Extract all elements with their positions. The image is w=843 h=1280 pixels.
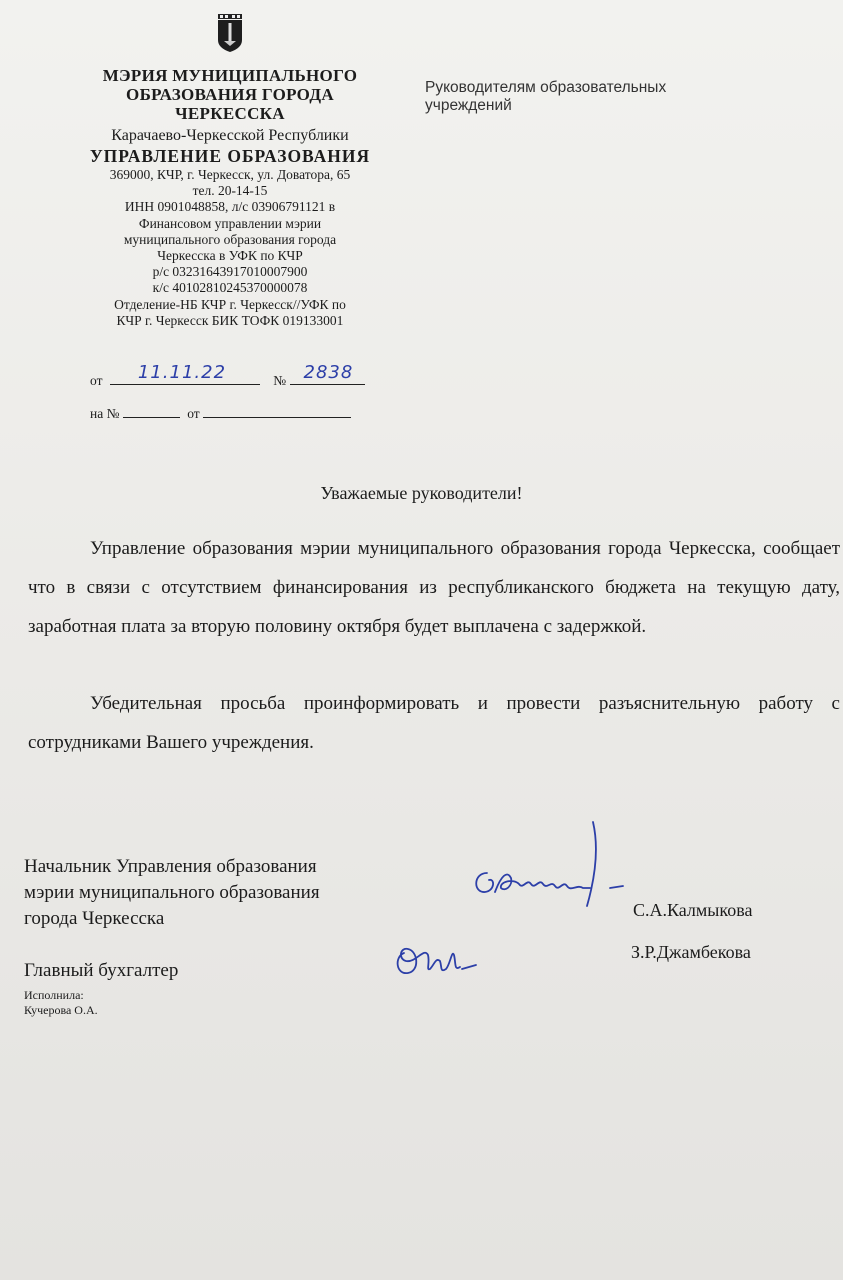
letterhead [70, 66, 390, 329]
body-paragraph: Управление образования мэрии муниципального образования города Черкесска, сообщает что в связи с отсутствием финансирования из республиканского бюджета на текущую дату, заработная плата за вторую половину октября будет выплачена с задержкой. [28, 538, 840, 637]
accountant-signature [390, 935, 485, 985]
from-label: от [90, 373, 103, 388]
head-title-line: мэрии муниципального образования [24, 882, 320, 903]
greeting: Уважаемые руководители! [320, 483, 523, 503]
accountant-name: З.Р.Джамбекова [631, 942, 751, 962]
registration-line [90, 362, 365, 389]
detail-line: муниципального образования города [123, 231, 337, 247]
body-paragraph: Убедительная просьба проинформировать и провести разъяснительную работу с сотрудниками Вашего учреждения. [28, 693, 840, 753]
date-field [110, 362, 260, 385]
detail-line: Отделение-НБ КЧР г. Черкесск//УФК по [114, 296, 346, 312]
reply-label: на № [90, 406, 120, 421]
org-title-line: МЭРИЯ МУНИЦИПАЛЬНОГО [102, 66, 358, 85]
addressee-line: Руководителям образовательных [425, 79, 667, 96]
city-emblem [217, 14, 243, 52]
head-name: С.А.Калмыкова [633, 900, 753, 920]
reply-from-label: от [187, 406, 200, 421]
detail-line: р/с 03231643917010007900 [152, 264, 308, 280]
handwritten-date: 11.11.22 [137, 362, 227, 383]
addressee-line: учреждений [425, 97, 512, 114]
department-title: УПРАВЛЕНИЕ ОБРАЗОВАНИЯ [89, 146, 371, 166]
detail-line: Черкесска в УФК по КЧР [157, 248, 303, 264]
reply-date-field [203, 405, 351, 418]
executor-label: Исполнила: [24, 988, 84, 1002]
executor-name: Кучерова О.А. [24, 1003, 98, 1017]
reply-line [90, 405, 351, 422]
handwritten-number: 2838 [303, 362, 354, 383]
number-label: № [273, 373, 287, 388]
detail-line: 369000, КЧР, г. Черкесск, ул. Доватора, 65 [109, 167, 351, 182]
detail-line: тел. 20-14-15 [192, 183, 268, 199]
number-field [290, 362, 365, 385]
org-title-line: ОБРАЗОВАНИЯ ГОРОДА [126, 85, 334, 104]
head-title-line: города Черкесска [24, 908, 165, 929]
org-details [70, 167, 390, 329]
reply-number-field [123, 405, 180, 418]
head-title-line: Начальник Управления образования [24, 856, 317, 877]
detail-line: к/с 40102810245370000078 [152, 280, 308, 296]
org-title [70, 66, 390, 123]
head-signature [465, 818, 635, 913]
detail-line: ИНН 0901048858, л/с 03906791121 в [124, 199, 336, 215]
org-title-line: ЧЕРКЕССКА [175, 104, 285, 123]
region-line: Карачаево-Черкесской Республики [111, 127, 349, 144]
detail-line: КЧР г. Черкесск БИК ТОФК 019133001 [116, 312, 344, 328]
addressee [425, 79, 666, 115]
accountant-title: Главный бухгалтер [24, 960, 179, 981]
head-title [24, 854, 320, 932]
detail-line: Финансовом управлении мэрии [138, 215, 322, 231]
executor-block [24, 988, 98, 1018]
